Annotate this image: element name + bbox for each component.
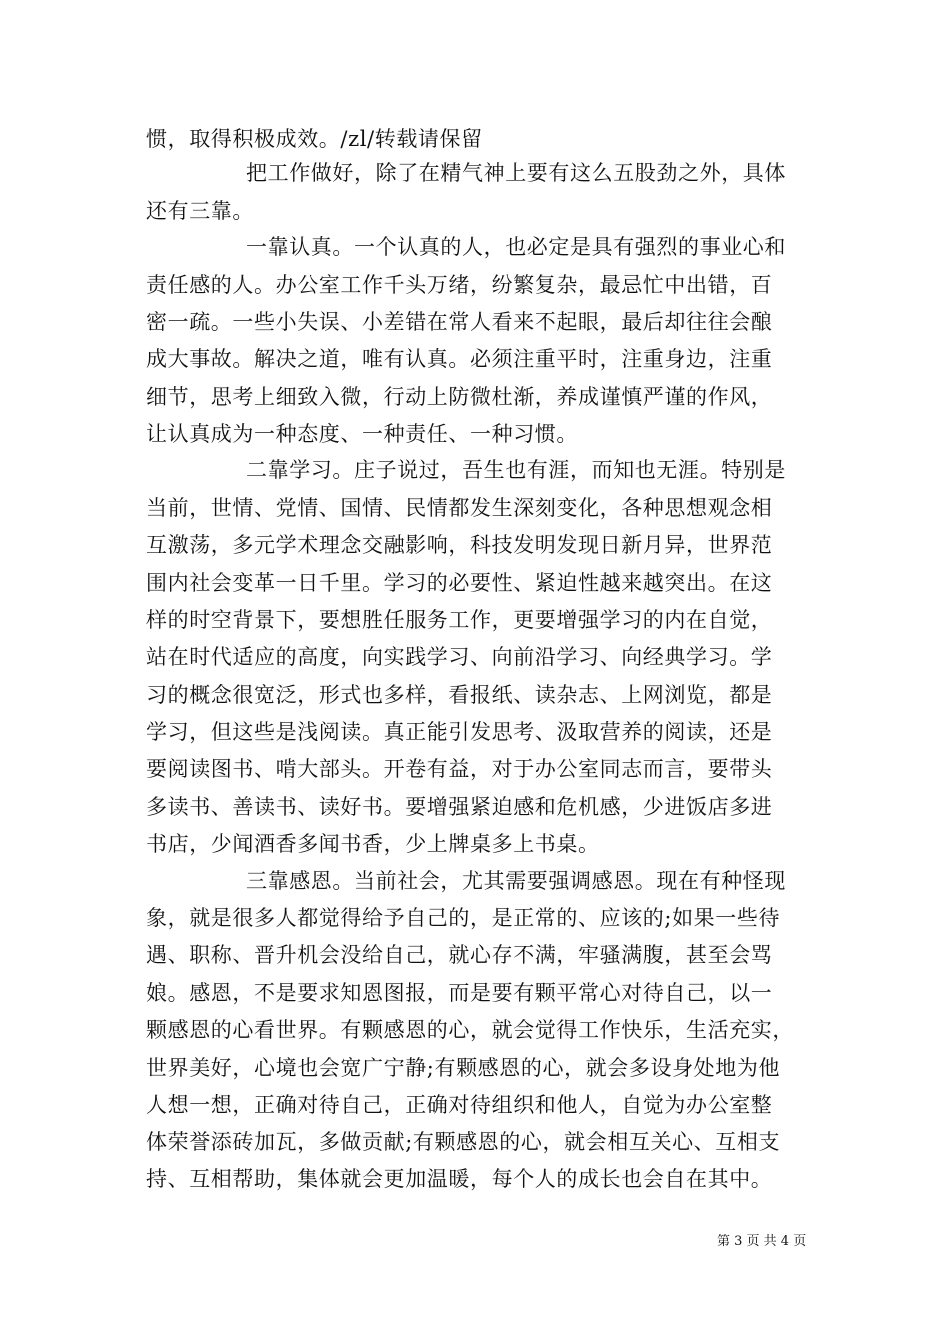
text-line: 围内社会变革一日千里。学习的必要性、紧迫性越来越突出。在这 — [146, 571, 773, 595]
paragraph-first-line: 二靠学习。庄子说过，吾生也有涯，而知也无涯。特别是 — [246, 458, 786, 482]
text-line: 互激荡，多元学术理念交融影响，科技发明发现日新月异，世界范 — [146, 533, 773, 557]
text-line: 学习，但这些是浅阅读。真正能引发思考、汲取营养的阅读，还是 — [146, 720, 773, 744]
text-line: 多读书、善读书、读好书。要增强紧迫感和危机感，少进饭店多进 — [146, 795, 773, 819]
paragraph-first-line: 把工作做好，除了在精气神上要有这么五股劲之外，具体 — [246, 161, 786, 185]
text-line: 成大事故。解决之道，唯有认真。必须注重平时，注重身边，注重 — [146, 347, 773, 371]
text-line: 要阅读图书、啃大部头。开卷有益，对于办公室同志而言，要带头 — [146, 757, 773, 781]
text-line: 让认真成为一种态度、一种责任、一种习惯。 — [146, 422, 578, 446]
text-line: 颗感恩的心看世界。有颗感恩的心，就会觉得工作快乐，生活充实， — [146, 1018, 794, 1042]
text-line: 站在时代适应的高度，向实践学习、向前沿学习、向经典学习。学 — [146, 645, 773, 669]
text-line: 世界美好，心境也会宽广宁静;有颗感恩的心，就会多设身处地为他 — [146, 1056, 781, 1080]
text-line: 书店，少闻酒香多闻书香，少上牌桌多上书桌。 — [146, 832, 600, 856]
text-line: 还有三靠。 — [146, 199, 254, 223]
text-line: 样的时空背景下，要想胜任服务工作，更要增强学习的内在自觉， — [146, 608, 773, 632]
page-footer: 第 3 页 共 4 页 — [717, 1234, 807, 1249]
text-line: 体荣誉添砖加瓦，多做贡献;有颗感恩的心，就会相互关心、互相支 — [146, 1130, 781, 1154]
text-line: 当前，世情、党情、国情、民情都发生深刻变化，各种思想观念相 — [146, 496, 773, 520]
text-line: 责任感的人。办公室工作千头万绪，纷繁复杂，最忌忙中出错，百 — [146, 273, 773, 297]
text-line: 细节，思考上细致入微，行动上防微杜渐，养成谨慎严谨的作风， — [146, 385, 773, 409]
text-line: 娘。感恩，不是要求知恩图报，而是要有颗平常心对待自己，以一 — [146, 981, 773, 1005]
text-line: 密一疏。一些小失误、小差错在常人看来不起眼，最后却往往会酿 — [146, 310, 773, 334]
text-line: 习的概念很宽泛，形式也多样，看报纸、读杂志、上网浏览，都是 — [146, 683, 773, 707]
text-line: 持、互相帮助，集体就会更加温暖，每个人的成长也会自在其中。 — [146, 1167, 773, 1191]
text-line: 象，就是很多人都觉得给予自己的，是正常的、应该的;如果一些待 — [146, 906, 781, 930]
text-line: 惯，取得积极成效。/zl/转载请保留 — [146, 127, 483, 151]
text-line: 人想一想，正确对待自己，正确对待组织和他人，自觉为办公室整 — [146, 1093, 773, 1117]
text-line: 遇、职称、晋升机会没给自己，就心存不满，牢骚满腹，甚至会骂 — [146, 943, 773, 967]
paragraph-first-line: 一靠认真。一个认真的人，也必定是具有强烈的事业心和 — [246, 235, 786, 259]
paragraph-first-line: 三靠感恩。当前社会，尤其需要强调感恩。现在有种怪现 — [246, 869, 786, 893]
